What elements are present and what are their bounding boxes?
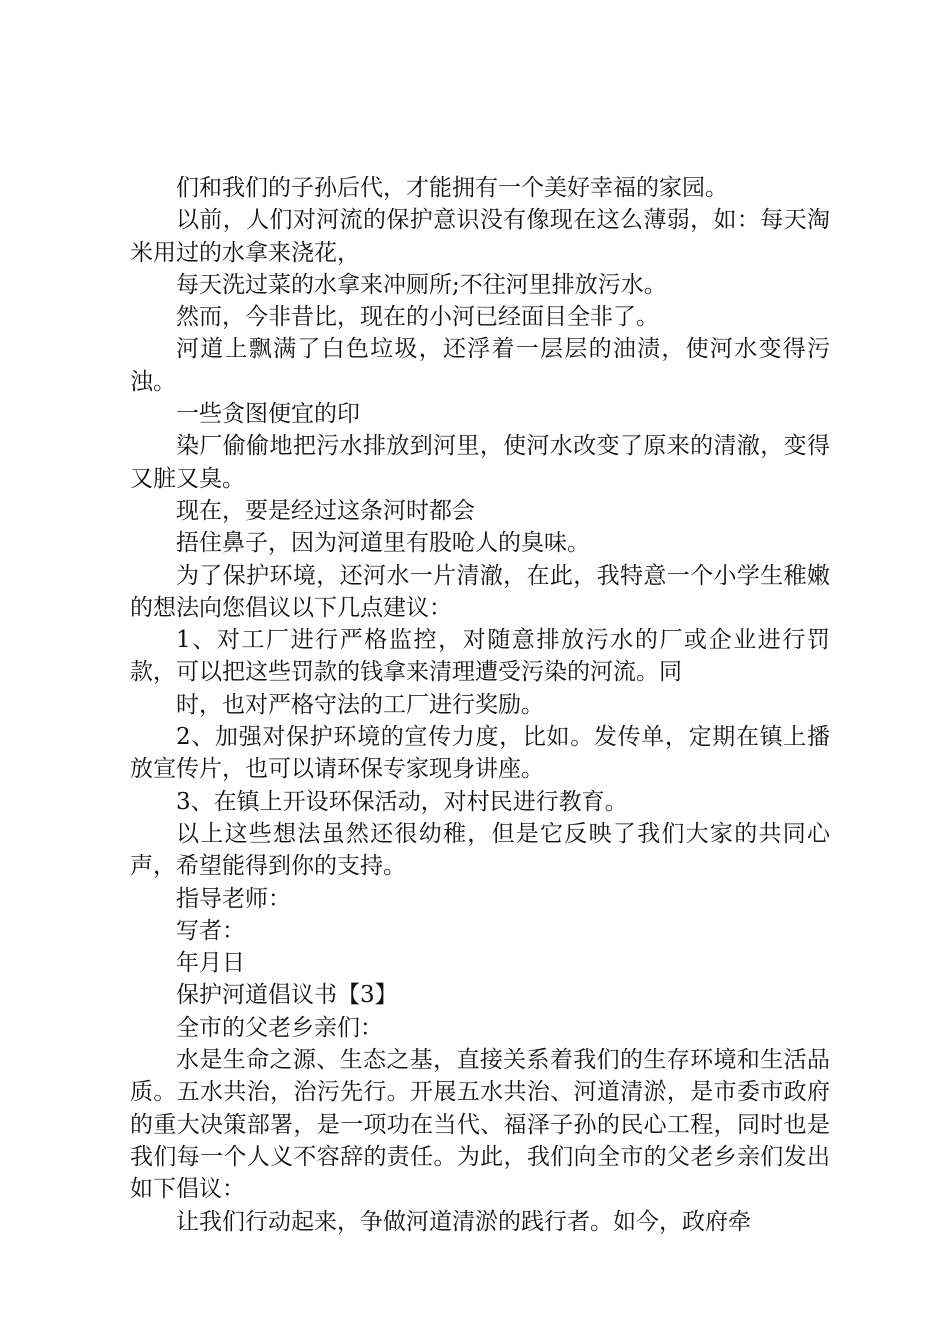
paragraph: 然而，今非昔比，现在的小河已经面目全非了。 xyxy=(176,304,659,331)
paragraph: 现在，要是经过这条河时都会 xyxy=(176,497,475,524)
paragraph: 染厂偷偷地把污水排放到河里，使河水改变了原来的清澈，变得又脏又臭。 xyxy=(130,433,830,492)
paragraph: 为了保护环境，还河水一片清澈，在此，我特意一个小学生稚嫩的想法向您倡议以下几点建议： xyxy=(130,562,830,621)
list-item: 1、对工厂进行严格监控，对随意排放污水的厂或企业进行罚款，可以把这些罚款的钱拿来清理遭受污染的河流。同 xyxy=(130,627,830,686)
section-title: 保护河道倡议书【3】 xyxy=(176,982,398,1009)
paragraph: 一些贪图便宜的印 xyxy=(176,401,360,428)
paragraph: 们和我们的子孙后代，才能拥有一个美好幸福的家园。 xyxy=(176,175,728,201)
paragraph: 让我们行动起来，争做河道清淤的践行者。如今，政府牵 xyxy=(176,1208,751,1235)
paragraph: 每天洗过菜的水拿来冲厕所;不往河里排放污水。 xyxy=(176,271,667,298)
list-item: 3、在镇上开设环保活动，对村民进行教育。 xyxy=(176,788,628,815)
signature-advisor: 指导老师： xyxy=(176,885,291,912)
paragraph: 时，也对严格守法的工厂进行奖励。 xyxy=(176,691,544,718)
paragraph: 捂住鼻子，因为河道里有股呛人的臭味。 xyxy=(176,530,590,557)
paragraph: 以上这些想法虽然还很幼稚，但是它反映了我们大家的共同心声，希望能得到你的支持。 xyxy=(130,820,830,880)
document-body xyxy=(130,172,830,1238)
salutation: 全市的父老乡亲们： xyxy=(176,1014,383,1041)
paragraph: 水是生命之源、生态之基，直接关系着我们的生存环境和生活品质。五水共治，治污先行。开展五水共治、河道清淤，是市委市政府的重大决策部署，是一项功在当代、福泽子孙的民心工程，同时也是我们每一个人义不容辞的责任。为此，我们向全市的父老乡亲们发出如下倡议： xyxy=(130,1047,830,1203)
signature-date: 年月日 xyxy=(176,950,245,977)
paragraph: 河道上飘满了白色垃圾，还浮着一层层的油渍，使河水变得污浊。 xyxy=(130,336,830,395)
paragraph: 以前，人们对河流的保护意识没有像现在这么薄弱，如：每天淘米用过的水拿来浇花， xyxy=(130,207,830,266)
list-item: 2、加强对保护环境的宣传力度，比如。发传单，定期在镇上播放宣传片，也可以请环保专家现身讲座。 xyxy=(130,724,830,783)
signature-author: 写者： xyxy=(176,917,245,944)
